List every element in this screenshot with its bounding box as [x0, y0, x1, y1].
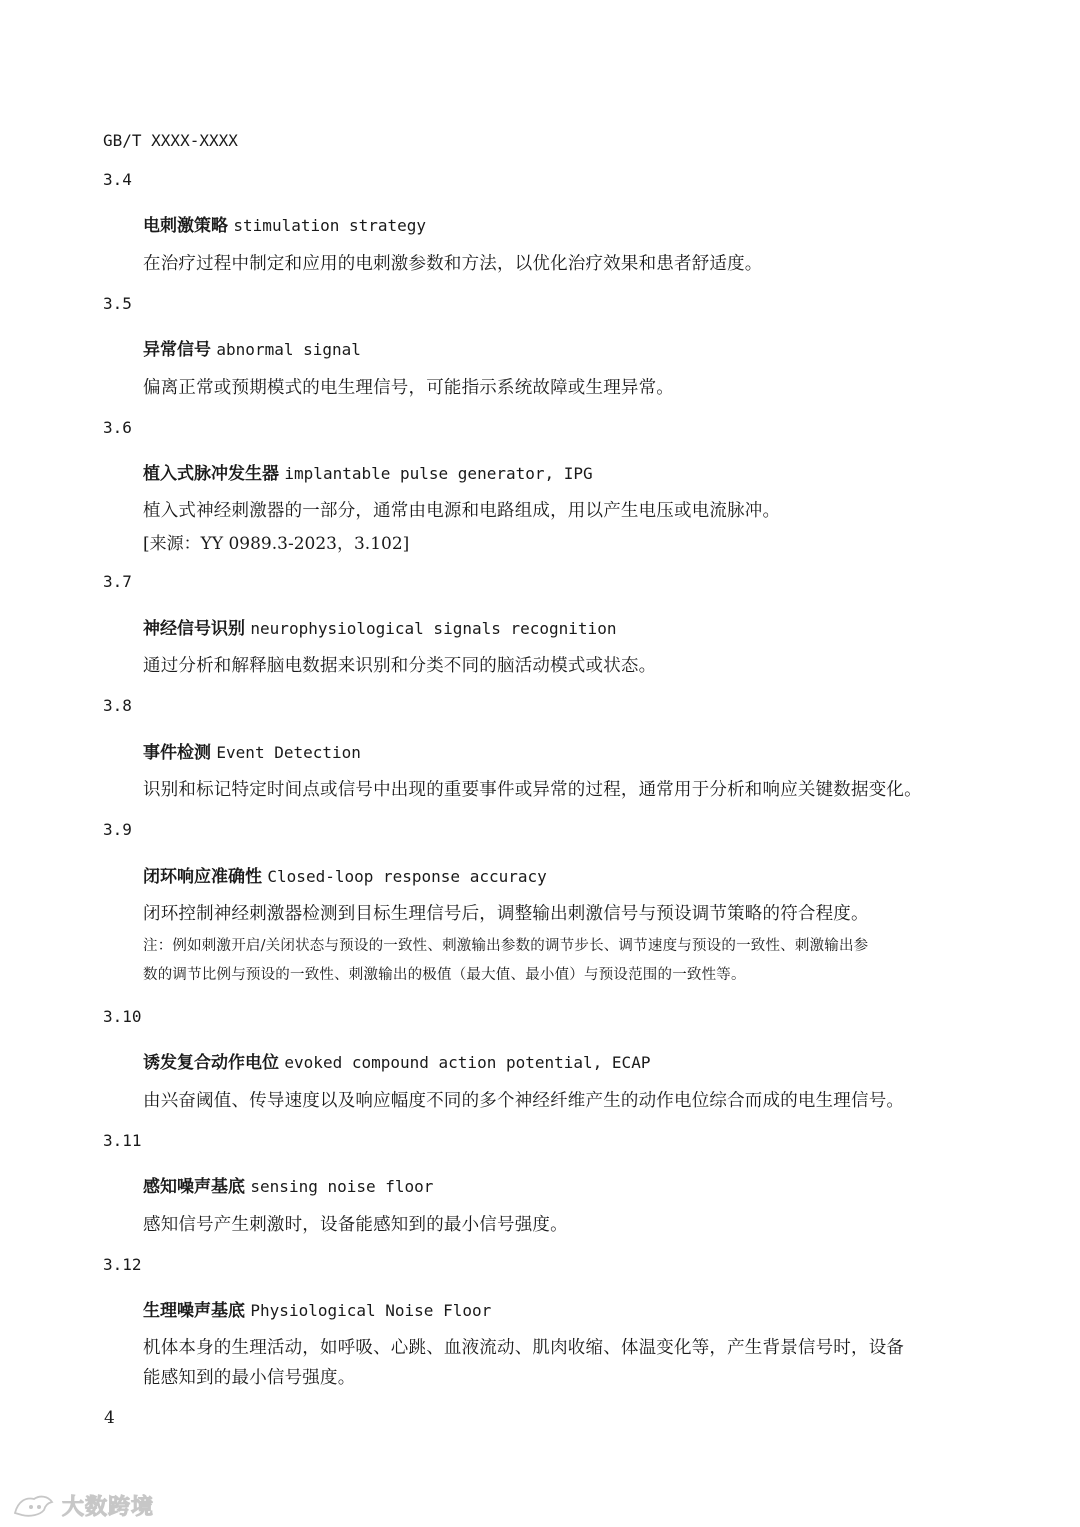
term-heading: [143, 1296, 491, 1321]
note-line: 数的调节比例与预设的一致性、刺激输出的极值（最大值、最小值）与预设范围的一致性等。: [143, 967, 746, 983]
term-zh: 生理噪声基底: [143, 1301, 245, 1321]
term-zh: 感知噪声基底: [143, 1177, 245, 1197]
term-en: abnormal signal: [216, 340, 361, 359]
term-en: neurophysiological signals recognition: [250, 619, 617, 638]
definition: 偏离正常或预期模式的电生理信号，可能指示系统故障或生理异常。: [143, 378, 674, 398]
term-zh: 事件检测: [143, 743, 211, 763]
fox-logo-icon: [12, 1493, 56, 1519]
term-en: Closed-loop response accuracy: [267, 867, 547, 886]
term-heading: [143, 459, 593, 484]
term-en: sensing noise floor: [250, 1177, 434, 1196]
term-en: evoked compound action potential, ECAP: [284, 1053, 651, 1072]
definition: 闭环控制神经刺激器检测到目标生理信号后，调整输出刺激信号与预设调节策略的符合程度。: [143, 904, 869, 924]
entry-number: 3.12: [103, 1255, 142, 1274]
term-en: implantable pulse generator, IPG: [284, 464, 593, 483]
term-zh: 诱发复合动作电位: [143, 1053, 279, 1073]
entry-number: 3.8: [103, 696, 132, 715]
definition: 在治疗过程中制定和应用的电刺激参数和方法，以优化治疗效果和患者舒适度。: [143, 254, 763, 274]
definition: 机体本身的生理活动，如呼吸、心跳、血液流动、肌肉收缩、体温变化等，产生背景信号时，设备: [143, 1338, 905, 1358]
definition: 通过分析和解释脑电数据来识别和分类不同的脑活动模式或状态。: [143, 656, 657, 676]
term-heading: [143, 335, 361, 360]
entry-number: 3.6: [103, 418, 132, 437]
term-en: Event Detection: [216, 743, 361, 762]
term-heading: [143, 862, 547, 887]
entry-number: 3.10: [103, 1007, 142, 1026]
definition: 由兴奋阈值、传导速度以及响应幅度不同的多个神经纤维产生的动作电位综合而成的电生理信号。: [143, 1091, 905, 1111]
term-heading: [143, 211, 426, 236]
standard-id: GB/T XXXX-XXXX: [103, 131, 238, 150]
term-zh: 神经信号识别: [143, 619, 245, 639]
entry-number: 3.9: [103, 820, 132, 839]
term-heading: [143, 1048, 650, 1073]
page-number: 4: [104, 1408, 115, 1428]
term-zh: 闭环响应准确性: [143, 867, 262, 887]
term-zh: 电刺激策略: [143, 216, 228, 236]
term-heading: [143, 738, 361, 763]
entry-number: 3.11: [103, 1131, 142, 1150]
term-heading: [143, 614, 616, 639]
term-en: Physiological Noise Floor: [250, 1301, 492, 1320]
source-citation: [来源：YY 0989.3-2023，3.102]: [143, 534, 410, 554]
term-en: stimulation strategy: [233, 216, 427, 235]
entry-number: 3.4: [103, 170, 132, 189]
watermark: [12, 1490, 154, 1521]
term-zh: 异常信号: [143, 340, 211, 360]
definition: 识别和标记特定时间点或信号中出现的重要事件或异常的过程，通常用于分析和响应关键数据变化。: [143, 780, 922, 800]
watermark-text: 大数跨境: [62, 1495, 155, 1520]
definition: 能感知到的最小信号强度。: [143, 1368, 356, 1388]
definition: 植入式神经刺激器的一部分，通常由电源和电路组成，用以产生电压或电流脉冲。: [143, 501, 781, 521]
entry-number: 3.7: [103, 572, 132, 591]
term-zh: 植入式脉冲发生器: [143, 464, 279, 484]
note-line: 注：例如刺激开启/关闭状态与预设的一致性、刺激输出参数的调节步长、调节速度与预设的一致性、刺激输出参: [143, 938, 869, 954]
entry-number: 3.5: [103, 294, 132, 313]
definition: 感知信号产生刺激时，设备能感知到的最小信号强度。: [143, 1215, 568, 1235]
term-heading: [143, 1172, 433, 1197]
